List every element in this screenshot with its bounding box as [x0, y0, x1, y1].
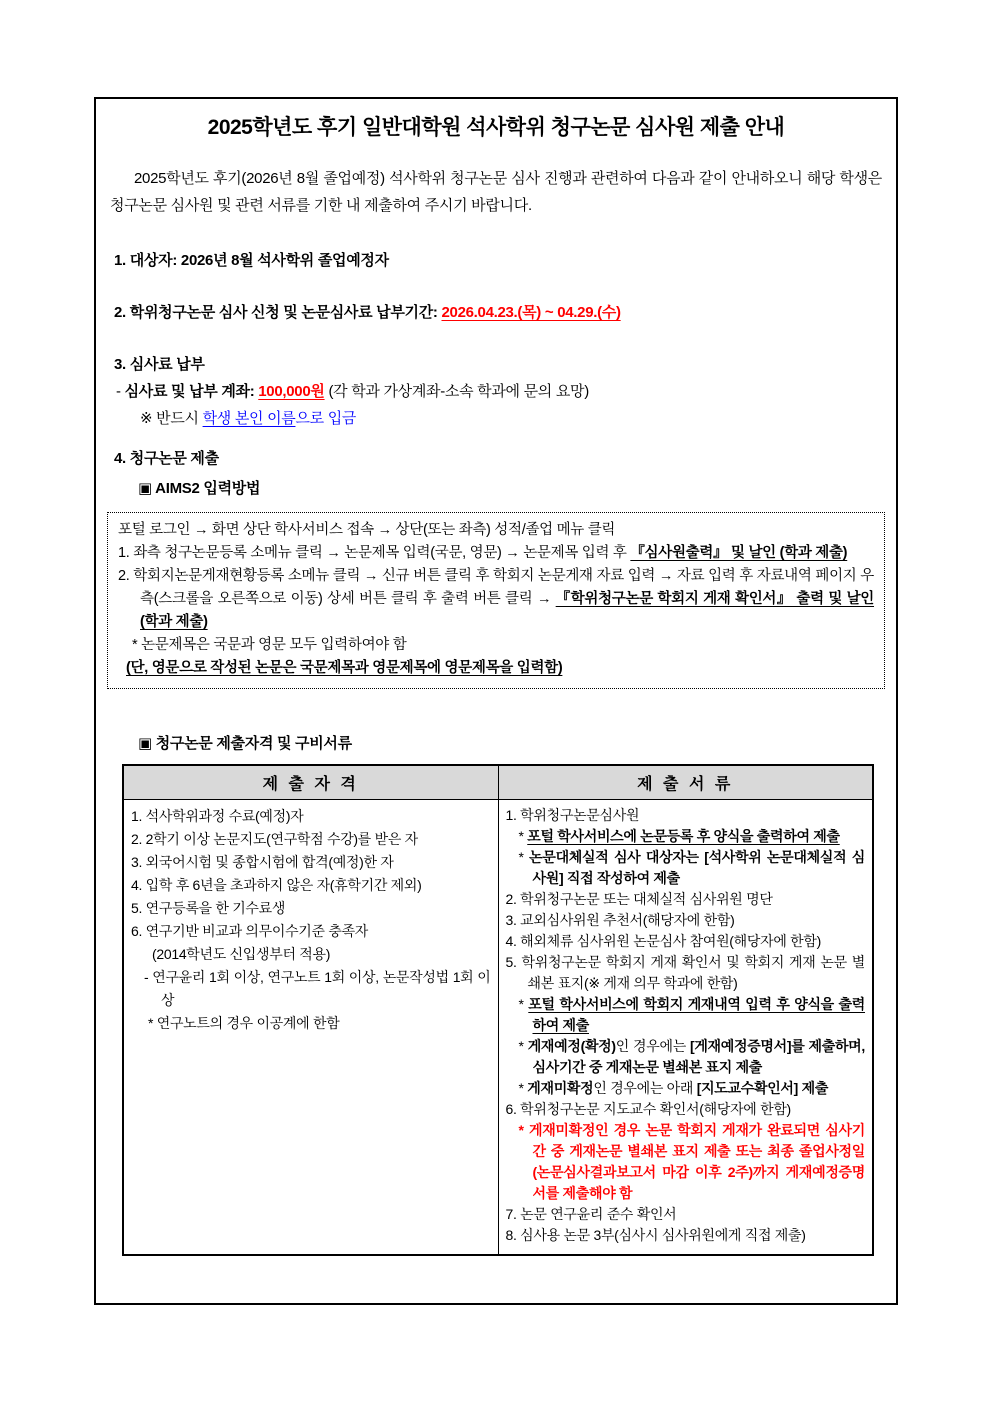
section-3-fee-line: - 심사료 및 납부 계좌: 100,000원 (각 학과 가상계좌-소속 학과에 문의 요망) — [116, 383, 589, 400]
section-2-deadline: 2. 학위청구논문 심사 신청 및 논문심사료 납부기간: 2026.04.23.(목) ~ 04.29.(수) — [114, 304, 621, 321]
aims2-method-heading: ▣ AIMS2 입력방법 — [138, 480, 261, 497]
document-item-note: * 포털 학사서비스에 논문등록 후 양식을 출력하여 제출 — [518, 828, 840, 844]
section-4-title: 4. 청구논문 제출 — [114, 450, 219, 467]
aims2-note-english: (단, 영문으로 작성된 논문은 국문제목과 영문제목에 영문제목을 입력함) — [126, 660, 563, 676]
qualification-item: 5. 연구등록을 한 기수료생 — [131, 900, 286, 916]
submission-docs-heading: ▣ 청구논문 제출자격 및 구비서류 — [138, 735, 352, 752]
qualification-item-note: (2014학년도 신입생부터 적용) — [152, 946, 331, 962]
document-item-note: * 게재예정(확정)인 경우에는 [게재예정증명서]를 제출하며, 심사기간 중 게재논문 별쇄본 표지 제출 — [518, 1038, 865, 1075]
qualification-docs-table — [122, 764, 874, 1256]
document-item: 1. 학위청구논문심사원 — [505, 807, 640, 823]
document-item-warning: * 게재미확정인 경우 논문 학회지 게재가 완료되면 심사기간 중 게재논문 별쇄본 표지 제출 또는 최종 졸업사정일(논문심사결과보고서 마감 이후 2주)까지 게재예정증명서를 제출해야 함 — [518, 1122, 865, 1201]
qualification-item: 2. 2학기 이상 논문지도(연구학점 수강)를 받은 자 — [131, 831, 418, 847]
document-item: 2. 학위청구논문 또는 대체실적 심사위원 명단 — [505, 891, 773, 907]
document-item: 8. 심사용 논문 3부(심사시 심사위원에게 직접 제출) — [505, 1227, 806, 1243]
qualification-item: 3. 외국어시험 및 종합시험에 합격(예정)한 자 — [131, 854, 394, 870]
document-item: 4. 해외체류 심사위원 논문심사 참여원(해당자에 한함) — [505, 933, 821, 949]
document-item: 6. 학위청구논문 지도교수 확인서(해당자에 한함) — [505, 1101, 791, 1117]
aims2-step-2: 2. 학회지논문게재현황등록 소메뉴 클릭 → 신규 버튼 클릭 후 학회지 논문게재 자료 입력 → 자료 입력 후 자료내역 페이지 우측(스크롤을 오른쪽으로 이동) 상세 버튼 클릭 후 출력 버튼 클릭 → 『학위청구논문 학회지 게재 확인서』 출력 및 날인(학과 제출) — [118, 568, 875, 630]
table-header-documents: 제 출 서 류 — [498, 765, 873, 800]
qualification-item-detail: - 연구윤리 1회 이상, 연구노트 1회 이상, 논문작성법 1회 이상 — [144, 969, 491, 1008]
section-3-fee-title: 3. 심사료 납부 — [114, 356, 205, 373]
aims2-step-portal: 포털 로그인 → 화면 상단 학사서비스 접속 → 상단(또는 좌측) 성적/졸업 메뉴 클릭 — [118, 522, 616, 538]
document-item-note: * 포털 학사서비스에 학회지 게재내역 입력 후 양식을 출력하여 제출 — [518, 996, 865, 1033]
qualification-item-footnote: * 연구노트의 경우 이공계에 한함 — [148, 1015, 340, 1031]
aims2-step-1: 1. 좌측 청구논문등록 소메뉴 클릭 → 논문제목 입력(국문, 영문) → 논문제목 입력 후 『심사원출력』 및 날인 (학과 제출) — [118, 545, 848, 561]
section-1-target: 1. 대상자: 2026년 8월 석사학위 졸업예정자 — [114, 252, 389, 269]
document-item-note: * 논문대체실적 심사 대상자는 [석사학위 논문대체실적 심사원] 직접 작성하여 제출 — [518, 849, 865, 886]
intro-paragraph: 2025학년도 후기(2026년 8월 졸업예정) 석사학위 청구논문 심사 진행과 관련하여 다음과 같이 안내하오니 해당 학생은 청구논문 심사원 및 관련 서류를 기한 내 제출하여 주시기 바랍니다. — [110, 170, 882, 214]
table-header-qualification: 제 출 자 격 — [123, 765, 498, 800]
aims2-instruction-box — [107, 512, 885, 689]
document-item-note: * 게재미확정인 경우에는 아래 [지도교수확인서] 제출 — [518, 1080, 829, 1096]
qualification-item: 1. 석사학위과정 수료(예정)자 — [131, 808, 304, 824]
qualification-item: 6. 연구기반 비교과 의무이수기준 충족자 — [131, 923, 369, 939]
qualification-cell — [123, 800, 498, 1256]
document-item: 5. 학위청구논문 학회지 게재 확인서 및 학회지 게재 논문 별쇄본 표지(※ 게재 의무 학과에 한함) — [505, 954, 865, 991]
qualification-item: 4. 입학 후 6년을 초과하지 않은 자(휴학기간 제외) — [131, 877, 422, 893]
document-item: 3. 교외심사위원 추천서(해당자에 한함) — [505, 912, 735, 928]
page-frame — [94, 97, 898, 1305]
aims2-note-title-entry: * 논문제목은 국문과 영문 모두 입력하여야 함 — [132, 637, 407, 653]
document-item: 7. 논문 연구윤리 준수 확인서 — [505, 1206, 677, 1222]
page-title: 2025학년도 후기 일반대학원 석사학위 청구논문 심사원 제출 안내 — [207, 116, 785, 139]
section-3-deposit-note: ※ 반드시 학생 본인 이름으로 입금 — [140, 410, 357, 427]
table-row — [123, 800, 873, 1256]
documents-cell — [498, 800, 873, 1256]
